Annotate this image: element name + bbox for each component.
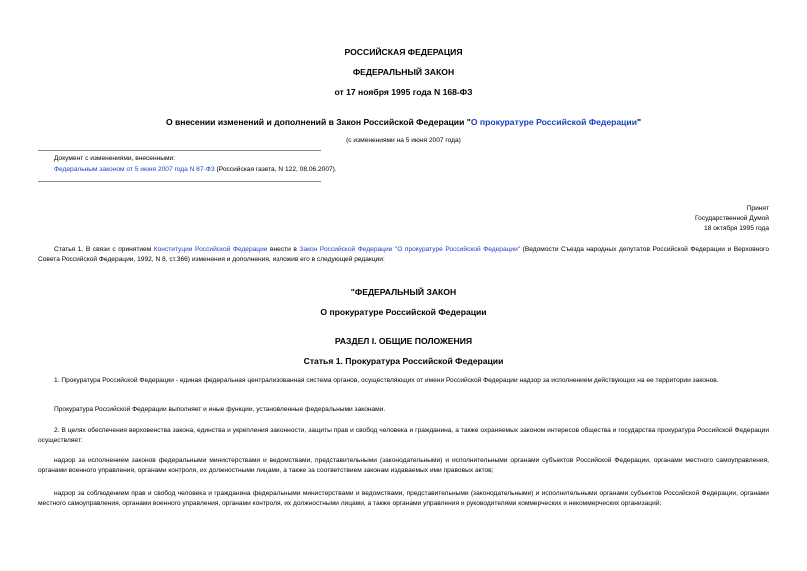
paragraph: 2. В целях обеспечения верховенства закона, единства и укрепления законности, защиты прав и свобод человека и гражданина, а также охраняемых законом интересов общества и государства прокуратура Российской Федерации осуществляет: [38,427,769,444]
article-1-amendment [38,245,769,265]
header-doc-type: ФЕДЕРАЛЬНЫЙ ЗАКОН [352,67,455,77]
article1-text-3: (Ведомости Съезда народных депутатов Российской Федерации и Верховного Совета Российской Федерации, 1992, N 8, ст.366) изменения и дополнения, изложив его в следующей редакции: [38,246,769,263]
adopted-date: 18 октября 1995 года [704,225,769,232]
paragraph: надзор за исполнением законов федеральными министерствами и ведомствами, представительными (законодательными) и исполнительными органами субъектов Российской Федерации, органами местного самоуправления, органами военного управления, органами контроля, их должностными лицами, а также за соответствием законам издаваемых ими правовых актов; [38,457,769,474]
adopted-by: Государственной Думой [695,215,769,222]
divider-top [38,150,321,151]
article-heading: Статья 1. Прокуратура Российской Федерации [303,356,504,366]
header-date-number: от 17 ноября 1995 года N 168-ФЗ [334,87,473,97]
paragraph: Прокуратура Российской Федерации выполняет и иные функции, установленные федеральными законами. [54,406,386,413]
notice-line: Документ с изменениями, внесенными: [54,155,176,162]
article1-text-2: внести в [267,246,300,253]
law-title: "ФЕДЕРАЛЬНЫЙ ЗАКОН [350,287,457,297]
amendment-publication: (Российская газета, N 122, 08.06.2007). [214,166,337,173]
paragraph: 1. Прокуратура Российской Федерации - единая федеральная централизованная система органов, осуществляющих от имени Российской Федерации надзор за исполнением действующих на ее территории законов. [54,377,719,384]
adopted-label: Принят [746,205,769,212]
title-prefix: О внесении изменений и дополнений в Закон Российской Федерации " [165,117,471,127]
amendment-law-link[interactable]: Федеральным законом от 5 июня 2007 года N 87-ФЗ [54,166,215,173]
constitution-link[interactable]: Конституции Российской Федерации [153,246,268,253]
notice-amendment [54,166,337,173]
prosecutor-law-link[interactable]: Закон Российской Федерации "О прокуратуре Российской Федерации" [299,246,521,253]
section-heading: РАЗДЕЛ I. ОБЩИЕ ПОЛОЖЕНИЯ [334,336,473,346]
header-country: РОССИЙСКАЯ ФЕДЕРАЦИЯ [344,47,463,57]
article1-text-1: Статья 1. В связи с принятием [54,246,154,253]
amended-note: (с изменениями на 5 июня 2007 года) [346,137,461,144]
title-suffix: " [636,117,642,127]
paragraph: надзор за соблюдением прав и свобод человека и гражданина федеральными министерствами и ведомствами, представительными (законодательными) и исполнительными органами субъектов Российской Федерации, органами местного самоуправления, органами военного управления, органами контроля, их должностными лицами, а также органами управления и руководителями коммерческих и некоммерческих организаций; [38,490,769,507]
title-law-link[interactable]: О прокуратуре Российской Федерации [470,117,637,127]
adoption-block [695,204,769,234]
divider-bottom [38,181,321,182]
document-title [0,117,807,127]
law-subtitle: О прокуратуре Российской Федерации [320,307,487,317]
